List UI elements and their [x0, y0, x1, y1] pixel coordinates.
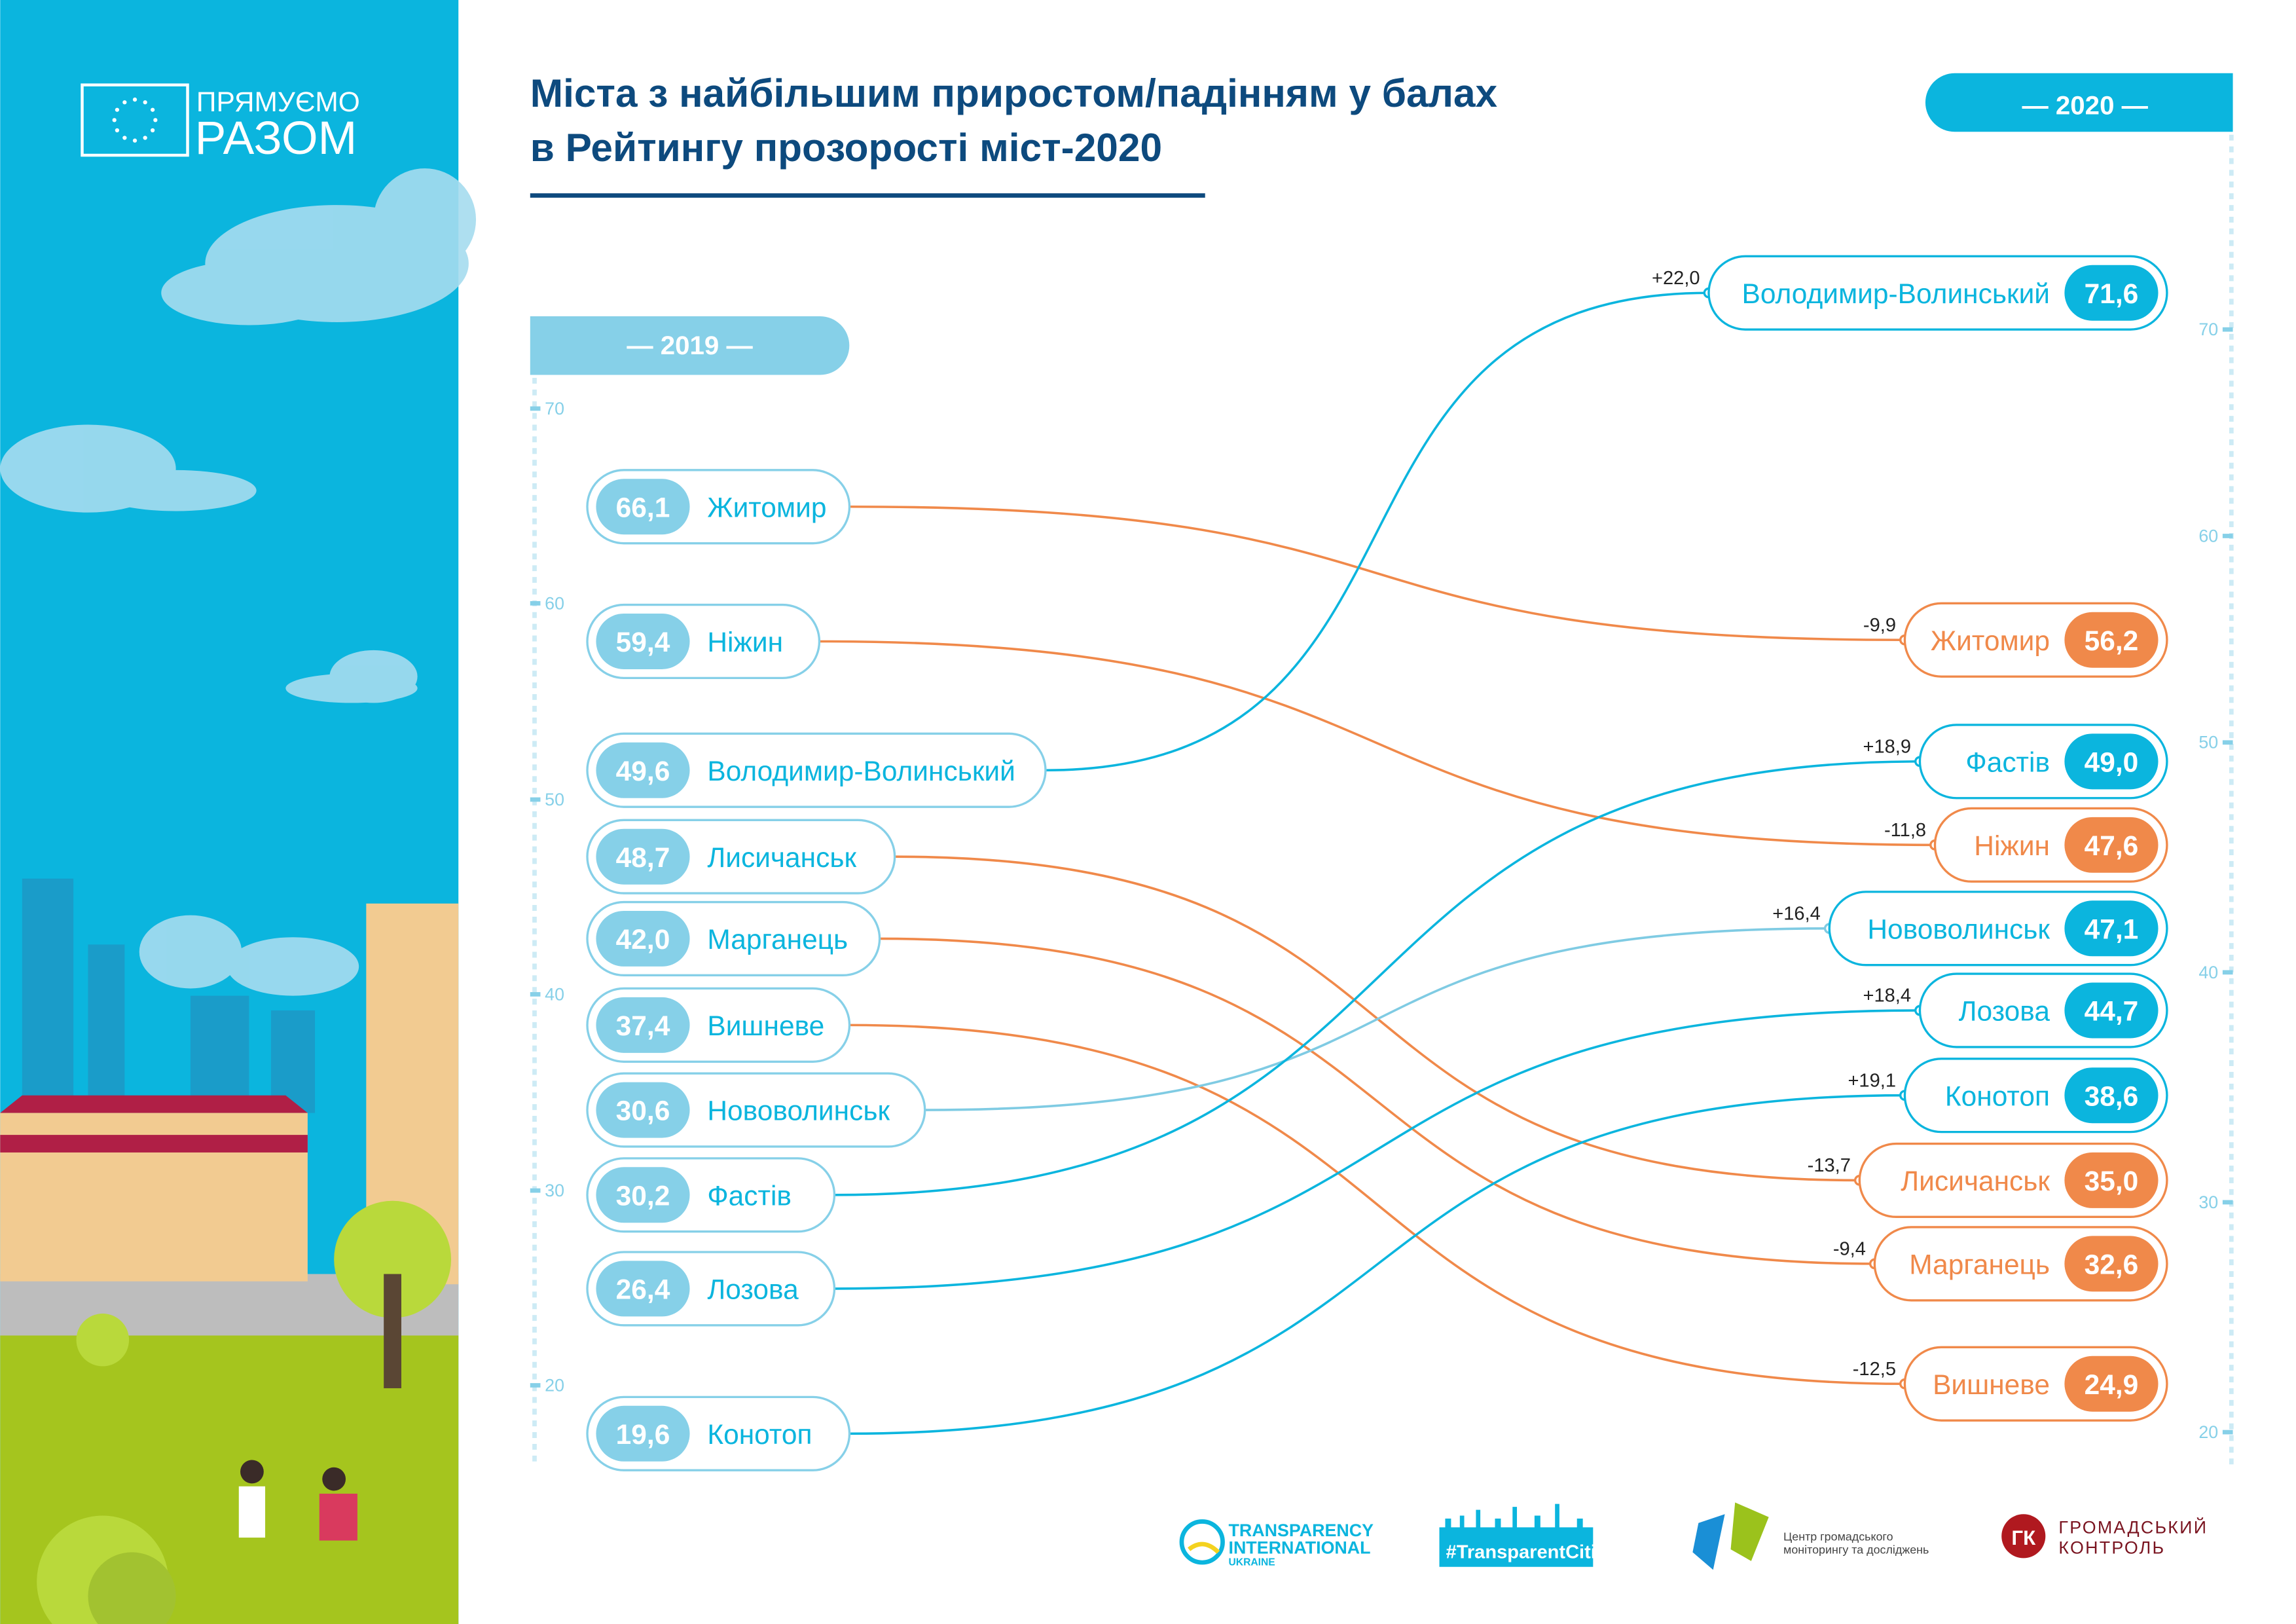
score-2020: 38,6 — [2084, 1081, 2139, 1113]
city-name-2019: Нововолинськ — [707, 1096, 890, 1127]
year-2020-label: — 2020 — — [2022, 90, 2148, 120]
right-axis-tick — [2223, 327, 2233, 332]
right-axis-tick-label: 70 — [2198, 320, 2219, 340]
left-axis-tick-label: 70 — [545, 398, 565, 418]
score-2020: 32,6 — [2084, 1249, 2139, 1281]
right-axis-tick-label: 40 — [2198, 962, 2219, 982]
pill-2020 — [1920, 725, 2166, 798]
city-name-2020: Лисичанськ — [1901, 1166, 2050, 1198]
left-axis-tick — [530, 798, 541, 802]
score-2020: 47,6 — [2084, 830, 2139, 862]
change-label: -9,4 — [1832, 1238, 1866, 1260]
pill-2019 — [587, 1158, 834, 1232]
change-label: -13,7 — [1807, 1154, 1851, 1176]
left-axis-tick-label: 50 — [545, 789, 565, 809]
city-link-line — [850, 507, 1905, 640]
score-2020: 35,0 — [2084, 1166, 2139, 1198]
left-axis-tick-label: 30 — [545, 1181, 565, 1201]
change-label: +22,0 — [1652, 267, 1700, 289]
pill-2020 — [1904, 1059, 2167, 1132]
pill-2020 — [1874, 1227, 2167, 1301]
right-axis-tick — [2223, 1200, 2233, 1205]
city-link-line — [925, 929, 1830, 1110]
score-2020: 71,6 — [2084, 278, 2139, 310]
score-2019: 49,6 — [615, 756, 670, 787]
city-name-2019: Ніжин — [707, 627, 784, 659]
score-2019: 66,1 — [615, 492, 670, 524]
pill-2020 — [1904, 1347, 2167, 1420]
left-axis-tick-label: 40 — [545, 984, 565, 1005]
score-2019: 30,6 — [615, 1096, 670, 1127]
city-link-line — [834, 1010, 1920, 1289]
city-name-2020: Вишневе — [1933, 1369, 2050, 1401]
city-name-2019: Володимир-Волинський — [707, 756, 1015, 787]
right-axis-tick — [2223, 534, 2233, 538]
city-name-2019: Житомир — [707, 492, 827, 524]
right-axis-tick-label: 30 — [2198, 1192, 2219, 1212]
city-name-2020: Житомир — [1930, 625, 2050, 657]
change-label: +18,4 — [1863, 985, 1912, 1006]
pill-2019 — [587, 733, 1046, 807]
pill-2020 — [1829, 892, 2167, 965]
left-axis-tick — [530, 1383, 541, 1388]
score-2020: 24,9 — [2084, 1369, 2139, 1401]
pill-2019 — [587, 1073, 925, 1147]
score-2019: 59,4 — [615, 627, 670, 659]
city-name-2020: Лозова — [1958, 996, 2050, 1027]
pill-2019 — [587, 902, 880, 976]
city-link-line — [880, 938, 1875, 1263]
pill-2019 — [587, 1397, 850, 1470]
right-axis-tick-label: 20 — [2198, 1422, 2219, 1442]
right-axis-tick — [2223, 970, 2233, 975]
transparent-cities-logo — [1440, 1504, 1618, 1567]
right-axis-tick — [2223, 1430, 2233, 1435]
left-axis-tick — [530, 407, 541, 411]
city-name-2019: Марганець — [707, 925, 848, 956]
left-axis-tick — [530, 992, 541, 997]
title-underline — [530, 193, 1205, 198]
change-label: -11,8 — [1884, 819, 1927, 841]
pill-2020 — [1920, 974, 2166, 1047]
score-2020: 47,1 — [2084, 914, 2139, 946]
score-2019: 19,6 — [615, 1419, 670, 1450]
svg-text:КОНТРОЛЬ: КОНТРОЛЬ — [2058, 1538, 2166, 1558]
civic-control-logo — [2001, 1514, 2208, 1558]
left-axis-tick-label: 60 — [545, 593, 565, 614]
transparency-international-logo — [1182, 1521, 1374, 1568]
svg-text:ГК: ГК — [2011, 1526, 2036, 1550]
score-2019: 42,0 — [615, 925, 670, 956]
year-2019-label: — 2019 — — [627, 331, 753, 361]
score-2020: 44,7 — [2084, 996, 2139, 1027]
svg-text:моніторингу та досліджень: моніторингу та досліджень — [1783, 1543, 1929, 1557]
city-name-2019: Конотоп — [707, 1419, 812, 1450]
svg-text:UKRAINE: UKRAINE — [1228, 1557, 1275, 1568]
city-name-2020: Володимир-Волинський — [1741, 278, 2050, 310]
right-axis-tick-label: 50 — [2198, 732, 2219, 752]
left-axis-tick — [530, 601, 541, 606]
svg-text:ГРОМАДСЬКИЙ: ГРОМАДСЬКИЙ — [2058, 1517, 2208, 1538]
city-link-line — [850, 1096, 1905, 1434]
svg-text:TRANSPARENCY: TRANSPARENCY — [1228, 1520, 1374, 1540]
city-name-2020: Фастів — [1965, 747, 2050, 779]
pill-2020 — [1709, 256, 2167, 329]
left-axis-tick-label: 20 — [545, 1375, 565, 1395]
city-name-2019: Лисичанськ — [707, 842, 857, 874]
city-link-line — [850, 1025, 1905, 1384]
pill-2020 — [1859, 1144, 2167, 1217]
pill-2019 — [587, 820, 895, 893]
side-illustration — [0, 0, 476, 1624]
city-name-2020: Конотоп — [1944, 1081, 2050, 1113]
city-name-2019: Лозова — [707, 1274, 799, 1306]
score-2020: 56,2 — [2084, 625, 2139, 657]
logo-line1: ПРЯМУЄМО — [196, 86, 360, 118]
pill-2020 — [1935, 808, 2166, 881]
city-name-2020: Ніжин — [1974, 830, 2050, 862]
right-axis-tick-label: 60 — [2198, 526, 2219, 546]
svg-text:#TransparentCities: #TransparentCities — [1446, 1541, 1618, 1563]
change-label: +19,1 — [1848, 1070, 1896, 1092]
pill-2019 — [587, 988, 850, 1061]
city-name-2020: Нововолинськ — [1867, 914, 2050, 946]
city-name-2020: Марганець — [1909, 1249, 2050, 1281]
pill-2019 — [587, 1252, 834, 1325]
score-2019: 37,4 — [615, 1011, 670, 1043]
score-2020: 49,0 — [2084, 747, 2139, 779]
pill-2020 — [1904, 603, 2167, 676]
title-line1: Міста з найбільшим приростом/падінням у балах — [530, 71, 1498, 116]
city-name-2019: Вишневе — [707, 1011, 825, 1043]
city-link-line — [1046, 293, 1709, 770]
score-2019: 30,2 — [615, 1181, 670, 1212]
civic-monitoring-center-logo — [1692, 1502, 1929, 1570]
pill-2019 — [587, 470, 850, 544]
svg-text:INTERNATIONAL: INTERNATIONAL — [1228, 1538, 1371, 1558]
change-label: -9,9 — [1863, 614, 1896, 636]
change-label: +18,9 — [1863, 736, 1912, 758]
change-label: -12,5 — [1852, 1358, 1896, 1380]
score-2019: 26,4 — [615, 1274, 670, 1306]
pill-2019 — [587, 605, 819, 678]
logo-line2: РАЗОМ — [194, 111, 357, 164]
svg-text:Центр громадського: Центр громадського — [1783, 1530, 1893, 1543]
score-2019: 48,7 — [615, 842, 670, 874]
title-line2: в Рейтингу прозорості міст-2020 — [530, 124, 1163, 170]
city-name-2019: Фастів — [707, 1181, 792, 1212]
left-axis-tick — [530, 1189, 541, 1193]
change-label: +16,4 — [1772, 903, 1821, 925]
right-axis-tick — [2223, 740, 2233, 745]
city-link-line — [834, 762, 1920, 1195]
